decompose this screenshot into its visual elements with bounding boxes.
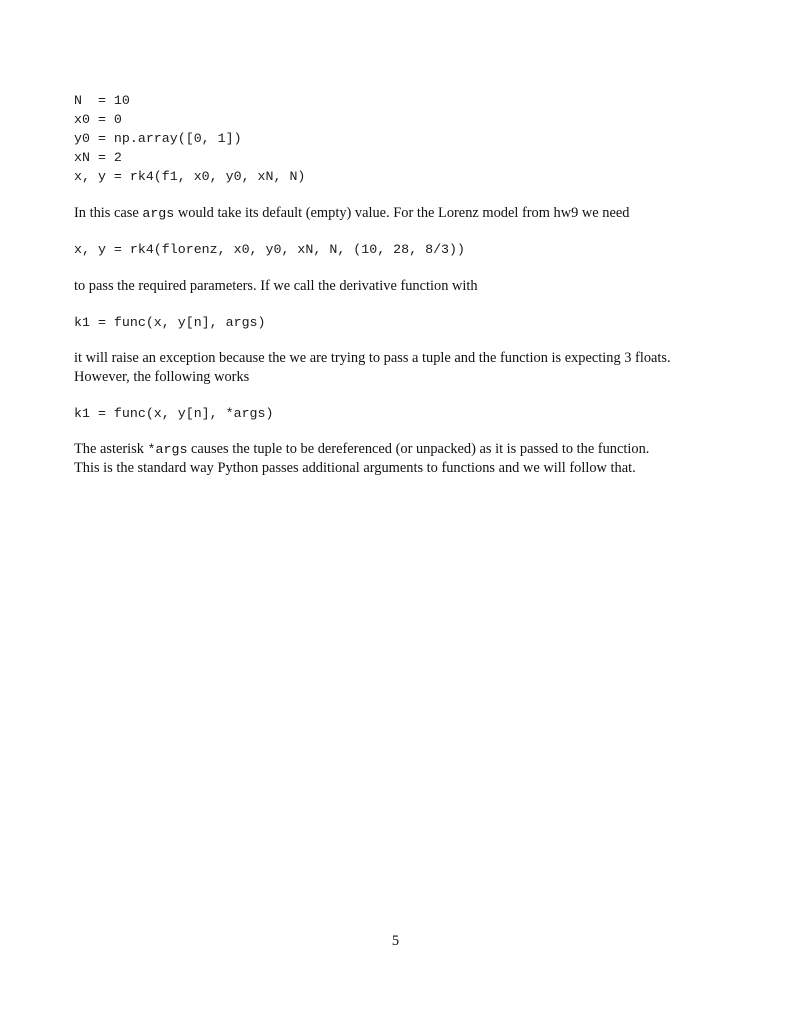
paragraph-asterisk: [74, 440, 734, 478]
code-line: x, y = rk4(f1, x0, y0, xN, N): [74, 169, 306, 184]
paragraph-text: to pass the required parameters. If we call the derivative function with: [74, 278, 478, 294]
code-line: k1 = func(x, y[n], *args): [74, 406, 274, 421]
paragraph-text: The asterisk: [74, 441, 148, 457]
code-line: x0 = 0: [74, 112, 122, 127]
paragraph-required-parameters: [74, 277, 734, 296]
code-block-lorenz-call: [74, 240, 465, 259]
paragraph-text: causes the tuple to be dereferenced (or unpacked) as it is passed to the function.: [187, 441, 650, 457]
paragraph-line: it will raise an exception because the we are trying to pass a tuple and the function is expecting 3 floats.: [74, 350, 671, 366]
paragraph-line: This is the standard way Python passes additional arguments to functions and we will follow that.: [74, 460, 636, 476]
code-line: y0 = np.array([0, 1]): [74, 131, 242, 146]
code-line: x, y = rk4(florenz, x0, y0, xN, N, (10, 28, 8/3)): [74, 242, 465, 257]
code-block-func-star-args: [74, 404, 274, 423]
code-line: xN = 2: [74, 150, 122, 165]
code-block-func-args: [74, 313, 266, 332]
code-block-parameters: [74, 91, 305, 186]
inline-code-star-args: *args: [147, 442, 188, 457]
paragraph-line: However, the following works: [74, 369, 250, 385]
code-line: k1 = func(x, y[n], args): [74, 315, 266, 330]
paragraph-exception: [74, 349, 734, 387]
page-number: 5: [391, 933, 400, 949]
paragraph-text: would take its default (empty) value. For the Lorenz model from hw9 we need: [174, 205, 630, 221]
paragraph-default-args: [74, 204, 734, 223]
paragraph-text: In this case: [74, 205, 143, 221]
code-line: N = 10: [74, 93, 130, 108]
inline-code-args: args: [142, 206, 175, 221]
